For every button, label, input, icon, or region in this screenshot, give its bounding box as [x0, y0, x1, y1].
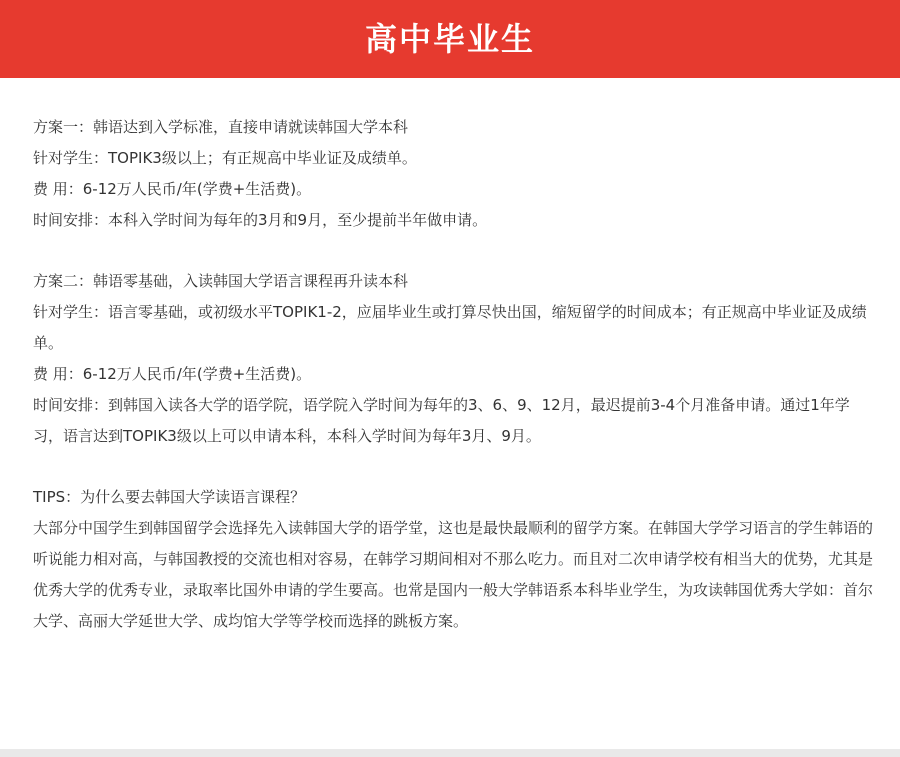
- plan1-heading: 方案一：韩语达到入学标准，直接申请就读韩国大学本科: [33, 118, 409, 136]
- plan2-cost: 费 用：6-12万人民币/年(学费+生活费)。: [33, 365, 312, 383]
- plan1-target: 针对学生：TOPIK3级以上；有正规高中毕业证及成绩单。: [33, 149, 417, 167]
- plan2-schedule: 时间安排：到韩国入读各大学的语学院，语学院入学时间为每年的3、6、9、12月，最迟提前3-4个月准备申请。通过1年学习，语言达到TOPIK3级以上可以申请本科，本科入学时间为每年3月、9月。: [33, 396, 850, 445]
- section-spacer: [33, 236, 873, 266]
- plan2-target: 针对学生：语言零基础，或初级水平TOPIK1-2，应届毕业生或打算尽快出国，缩短留学的时间成本；有正规高中毕业证及成绩单。: [33, 303, 867, 352]
- document-content: [33, 112, 873, 637]
- section-spacer: [33, 452, 873, 482]
- footer-divider: [0, 749, 900, 757]
- page-title: 高中毕业生: [364, 20, 535, 58]
- plan1-cost: 费 用：6-12万人民币/年(学费+生活费)。: [33, 180, 312, 198]
- title-banner: [0, 0, 900, 78]
- tips-heading: TIPS：为什么要去韩国大学读语言课程？: [33, 488, 306, 506]
- tips-body: 大部分中国学生到韩国留学会选择先入读韩国大学的语学堂，这也是最快最顺利的留学方案。在韩国大学学习语言的学生韩语的听说能力相对高，与韩国教授的交流也相对容易，在韩学习期间相对不那么吃力。而且对二次申请学校有相当大的优势，尤其是优秀大学的优秀专业，录取率比国外申请的学生要高。也常是国内一般大学韩语系本科毕业学生，为攻读韩国优秀大学如：首尔大学、高丽大学延世大学、成均馆大学等学校而选择的跳板方案。: [33, 519, 874, 630]
- plan2-heading: 方案二：韩语零基础，入读韩国大学语言课程再升读本科: [33, 272, 409, 290]
- plan1-schedule: 时间安排：本科入学时间为每年的3月和9月，至少提前半年做申请。: [33, 211, 488, 229]
